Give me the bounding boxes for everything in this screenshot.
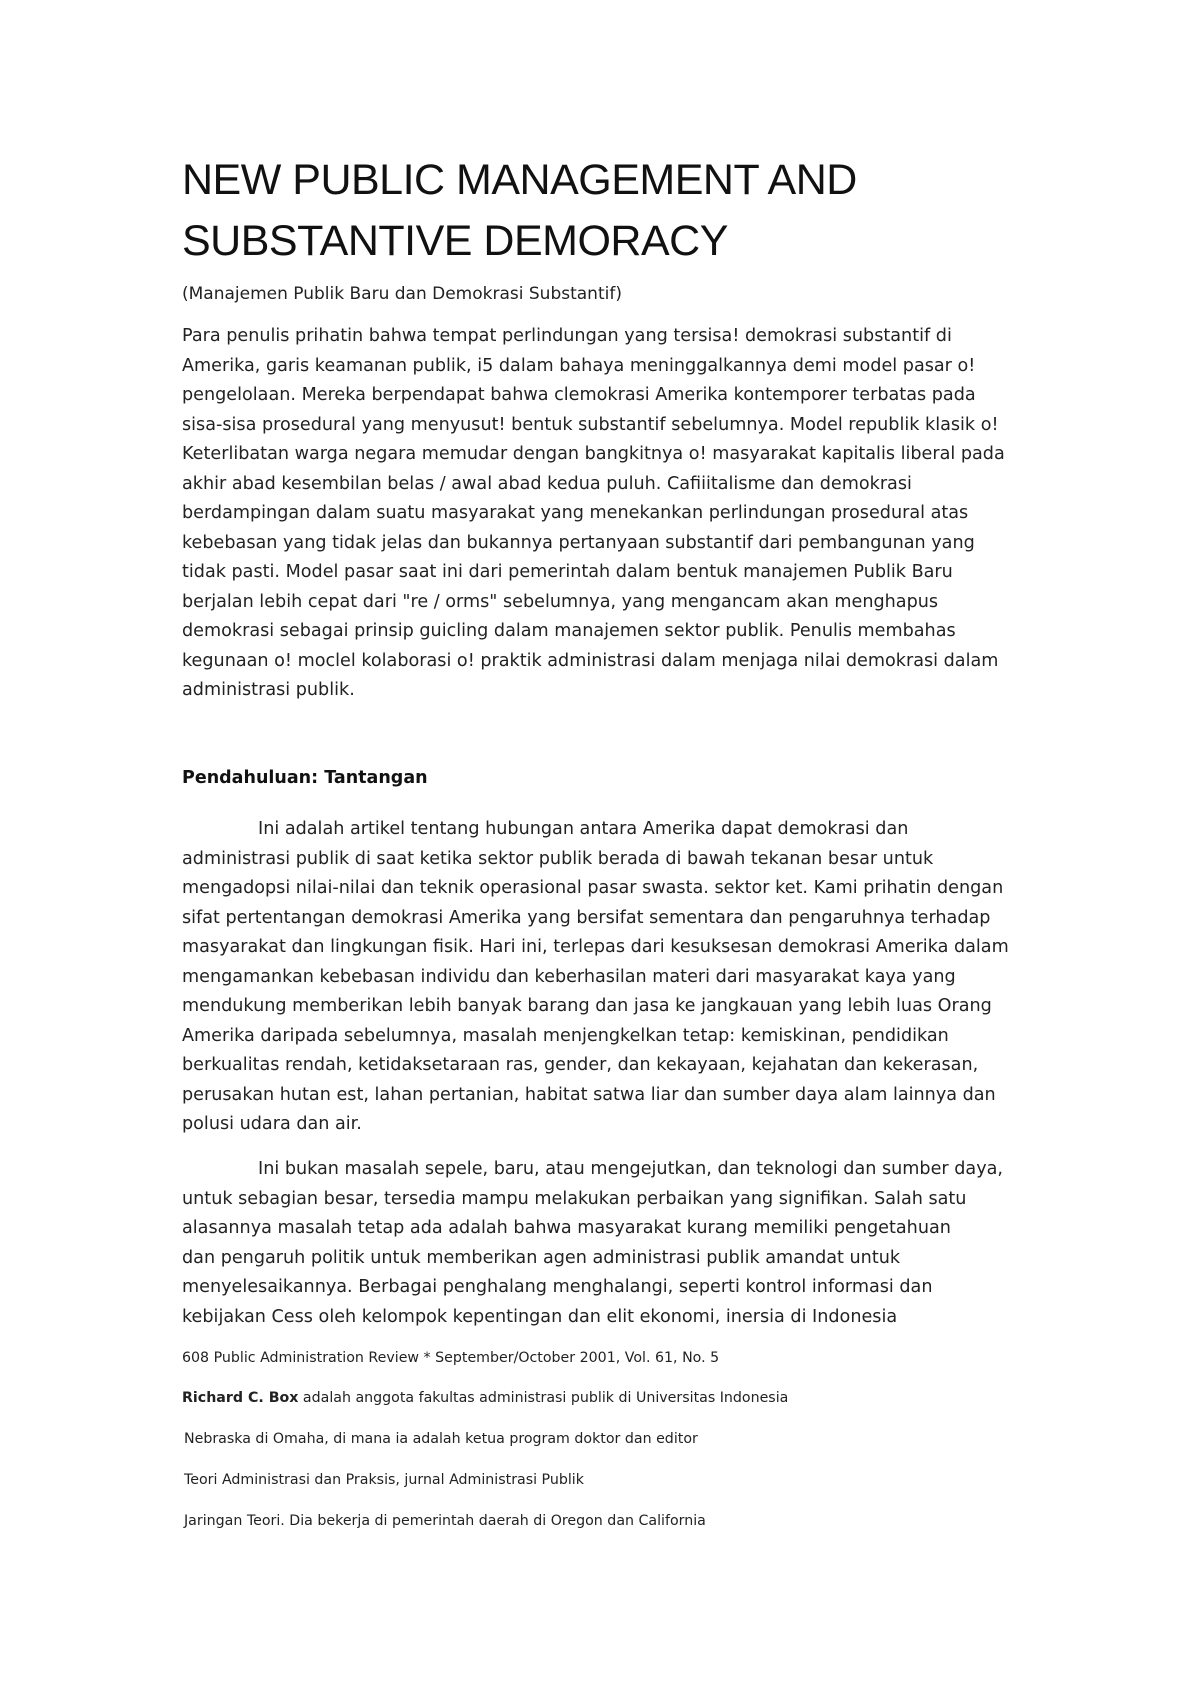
abstract-line: pengelolaan. Mereka berpendapat bahwa clemokrasi Amerika kontemporer terbatas pada	[182, 385, 976, 405]
body-line: kebijakan Cess oleh kelompok kepentingan dan elit ekonomi, inersia di Indonesia	[182, 1306, 898, 1327]
body-line: alasannya masalah tetap ada adalah bahwa masyarakat kurang memiliki pengetahuan	[182, 1218, 951, 1238]
author-bio-line-3: Teori Administrasi dan Praksis, jurnal Administrasi Publik	[184, 1472, 584, 1488]
title-line-2: SUBSTANTIVE DEMORACY	[182, 217, 728, 265]
author-bio-line-1	[182, 1390, 1062, 1406]
section-heading: Pendahuluan: Tantangan	[182, 768, 428, 788]
body-line: menyelesaikannya. Berbagai penghalang menghalangi, seperti kontrol informasi dan	[182, 1277, 933, 1297]
body-line: masyarakat dan lingkungan fisik. Hari ini, terlepas dari kesuksesan demokrasi Amerika dalam	[182, 937, 1009, 957]
author-bio-line-2: Nebraska di Omaha, di mana ia adalah ketua program doktor dan editor	[184, 1431, 698, 1447]
abstract-line: Para penulis prihatin bahwa tempat perlindungan yang tersisa! demokrasi substantif di	[182, 326, 952, 346]
author-name: Richard C. Box	[182, 1390, 299, 1406]
body-line: administrasi publik di saat ketika sektor publik berada di bawah tekanan besar untuk	[182, 848, 934, 869]
page-title	[182, 150, 1082, 272]
body-line: dan pengaruh politik untuk memberikan agen administrasi publik amandat untuk	[182, 1247, 901, 1268]
author-bio-line-4: Jaringan Teori. Dia bekerja di pemerintah daerah di Oregon dan California	[184, 1513, 706, 1529]
body-line: mengamankan kebebasan individu dan keberhasilan materi dari masyarakat kaya yang	[182, 966, 956, 987]
abstract-line: administrasi publik.	[182, 680, 355, 700]
abstract-paragraph	[182, 322, 1062, 706]
author-bio-text: adalah anggota fakultas administrasi publik di Universitas Indonesia	[298, 1390, 789, 1406]
body-line: berkualitas rendah, ketidaksetaraan ras, gender, dan kekayaan, kejahatan dan kekerasan,	[182, 1055, 979, 1075]
subtitle: (Manajemen Publik Baru dan Demokrasi Substantif)	[182, 284, 622, 304]
body-line: untuk sebagian besar, tersedia mampu melakukan perbaikan yang signifikan. Salah satu	[182, 1188, 967, 1209]
citation-line: 608 Public Administration Review * September/October 2001, Vol. 61, No. 5	[182, 1350, 720, 1366]
body-line: Ini bukan masalah sepele, baru, atau mengejutkan, dan teknologi dan sumber daya,	[258, 1159, 1003, 1179]
abstract-line: kebebasan yang tidak jelas dan bukannya pertanyaan substantif dari pembangunan yang	[182, 532, 975, 553]
abstract-line: berjalan lebih cepat dari "re / orms" sebelumnya, yang mengancam akan menghapus	[182, 591, 939, 612]
body-line: mendukung memberikan lebih banyak barang dan jasa ke jangkauan yang lebih luas Orang	[182, 996, 992, 1016]
body-line: Ini adalah artikel tentang hubungan antara Amerika dapat demokrasi dan	[258, 819, 909, 839]
body-line: mengadopsi nilai-nilai dan teknik operasional pasar swasta. sektor ket. Kami prihatin dengan	[182, 878, 1004, 898]
body-line: sifat pertentangan demokrasi Amerika yang bersifat sementara dan pengaruhnya terhadap	[182, 907, 991, 928]
body-paragraph-1	[182, 815, 1062, 1140]
abstract-line: Amerika, garis keamanan publik, i5 dalam bahaya meninggalkannya demi model pasar o!	[182, 355, 976, 376]
body-line: Amerika daripada sebelumnya, masalah menjengkelkan tetap: kemiskinan, pendidikan	[182, 1025, 949, 1046]
abstract-line: sisa-sisa prosedural yang menyusut! bentuk substantif sebelumnya. Model republik klasik o!	[182, 414, 999, 435]
title-line-1: NEW PUBLIC MANAGEMENT AND	[182, 156, 857, 204]
body-line: polusi udara dan air.	[182, 1114, 362, 1134]
abstract-line: demokrasi sebagai prinsip guicling dalam manajemen sektor publik. Penulis membahas	[182, 621, 956, 641]
abstract-line: Keterlibatan warga negara memudar dengan bangkitnya o! masyarakat kapitalis liberal pada	[182, 444, 1005, 464]
abstract-line: kegunaan o! moclel kolaborasi o! praktik administrasi dalam menjaga nilai demokrasi dalam	[182, 650, 999, 671]
body-paragraph-2	[182, 1155, 1062, 1332]
abstract-line: tidak pasti. Model pasar saat ini dari pemerintah dalam bentuk manajemen Publik Baru	[182, 562, 953, 582]
abstract-line: berdampingan dalam suatu masyarakat yang menekankan perlindungan prosedural atas	[182, 503, 969, 523]
body-line: perusakan hutan est, lahan pertanian, habitat satwa liar dan sumber daya alam lainnya dan	[182, 1084, 996, 1105]
abstract-line: akhir abad kesembilan belas / awal abad kedua puluh. Cafiiitalisme dan demokrasi	[182, 473, 912, 494]
